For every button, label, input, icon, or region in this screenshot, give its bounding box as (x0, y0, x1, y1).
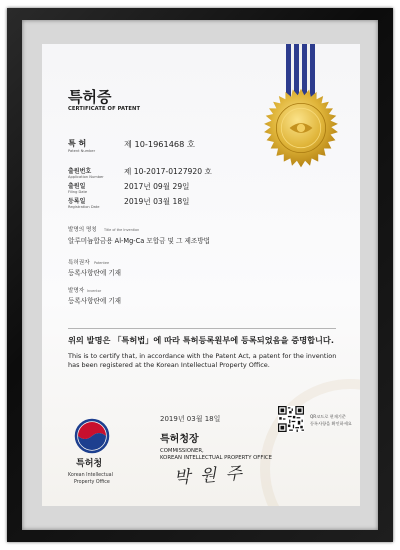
patent-label: 특 허 (68, 139, 87, 148)
certificate-title: 특허증 (68, 88, 112, 106)
qr-note-1: QR코드로 현재기준 (310, 414, 346, 419)
issue-date: 2019년 03월 18일 (160, 415, 221, 423)
commissioner-title: 특허청장 (160, 434, 199, 445)
patentee-value: 등록사항란에 기재 (68, 269, 122, 277)
certification-statement-en-1: This is to certify that, in accordance with the Patent Act, a patent for the invention (68, 352, 337, 360)
filing-date: 2017년 09월 29일 (124, 182, 190, 191)
watermark (260, 379, 360, 506)
certification-statement-ko: 위의 발명은 「특허법」에 따라 특허등록원부에 등록되었음을 증명합니다. (68, 335, 334, 345)
patentee-label: 특허권자 (68, 260, 90, 266)
kipo-logo-icon (72, 416, 112, 456)
patentee-label-en: Patentee (94, 261, 110, 265)
certification-statement-en-2: has been registered at the Korean Intellectual Property Office. (68, 361, 270, 369)
invention-title-label-en: Title of the Invention (104, 228, 140, 232)
registration-date-label-en: Registration Date (68, 205, 100, 209)
invention-title-label: 발명의 명칭 (68, 227, 97, 233)
commissioner-en-1: COMMISSIONER, (160, 448, 204, 454)
qr-note-2: 등록사항을 확인하세요 (310, 421, 352, 426)
certificate-paper (42, 44, 360, 506)
office-name: 특허청 (76, 459, 103, 469)
divider (68, 328, 336, 329)
filing-date-label-en: Filing Date (68, 190, 88, 194)
filing-date-label: 출원일 (68, 183, 86, 190)
application-label: 출원번호 (68, 168, 92, 175)
office-name-en-2: Property Office (74, 480, 110, 485)
application-number: 제 10-2017-0127920 호 (124, 167, 212, 176)
qr-code[interactable] (278, 406, 304, 432)
registration-date-label: 등록일 (68, 198, 86, 205)
signature: 박 원 주 (173, 463, 245, 489)
invention-title: 알루미늄합금용 Al-Mg-Ca 모합금 및 그 제조방법 (68, 237, 211, 245)
patent-number: 제 10-1961468 호 (124, 139, 195, 149)
gold-seal-icon (260, 87, 342, 169)
office-name-en-1: Korean Intellectual (68, 473, 113, 478)
application-label-en: Application Number (68, 175, 104, 179)
registration-date: 2019년 03월 18일 (124, 197, 190, 206)
inventor-label: 발명자 (68, 288, 85, 294)
commissioner-en-2: KOREAN INTELLECTUAL PROPERTY OFFICE (160, 455, 272, 461)
inventor-value: 등록사항란에 기재 (68, 297, 122, 305)
inventor-label-en: Inventor (87, 289, 102, 293)
patent-label-en: Patent Number (68, 149, 96, 153)
certificate-subtitle: CERTIFICATE OF PATENT (68, 106, 141, 112)
